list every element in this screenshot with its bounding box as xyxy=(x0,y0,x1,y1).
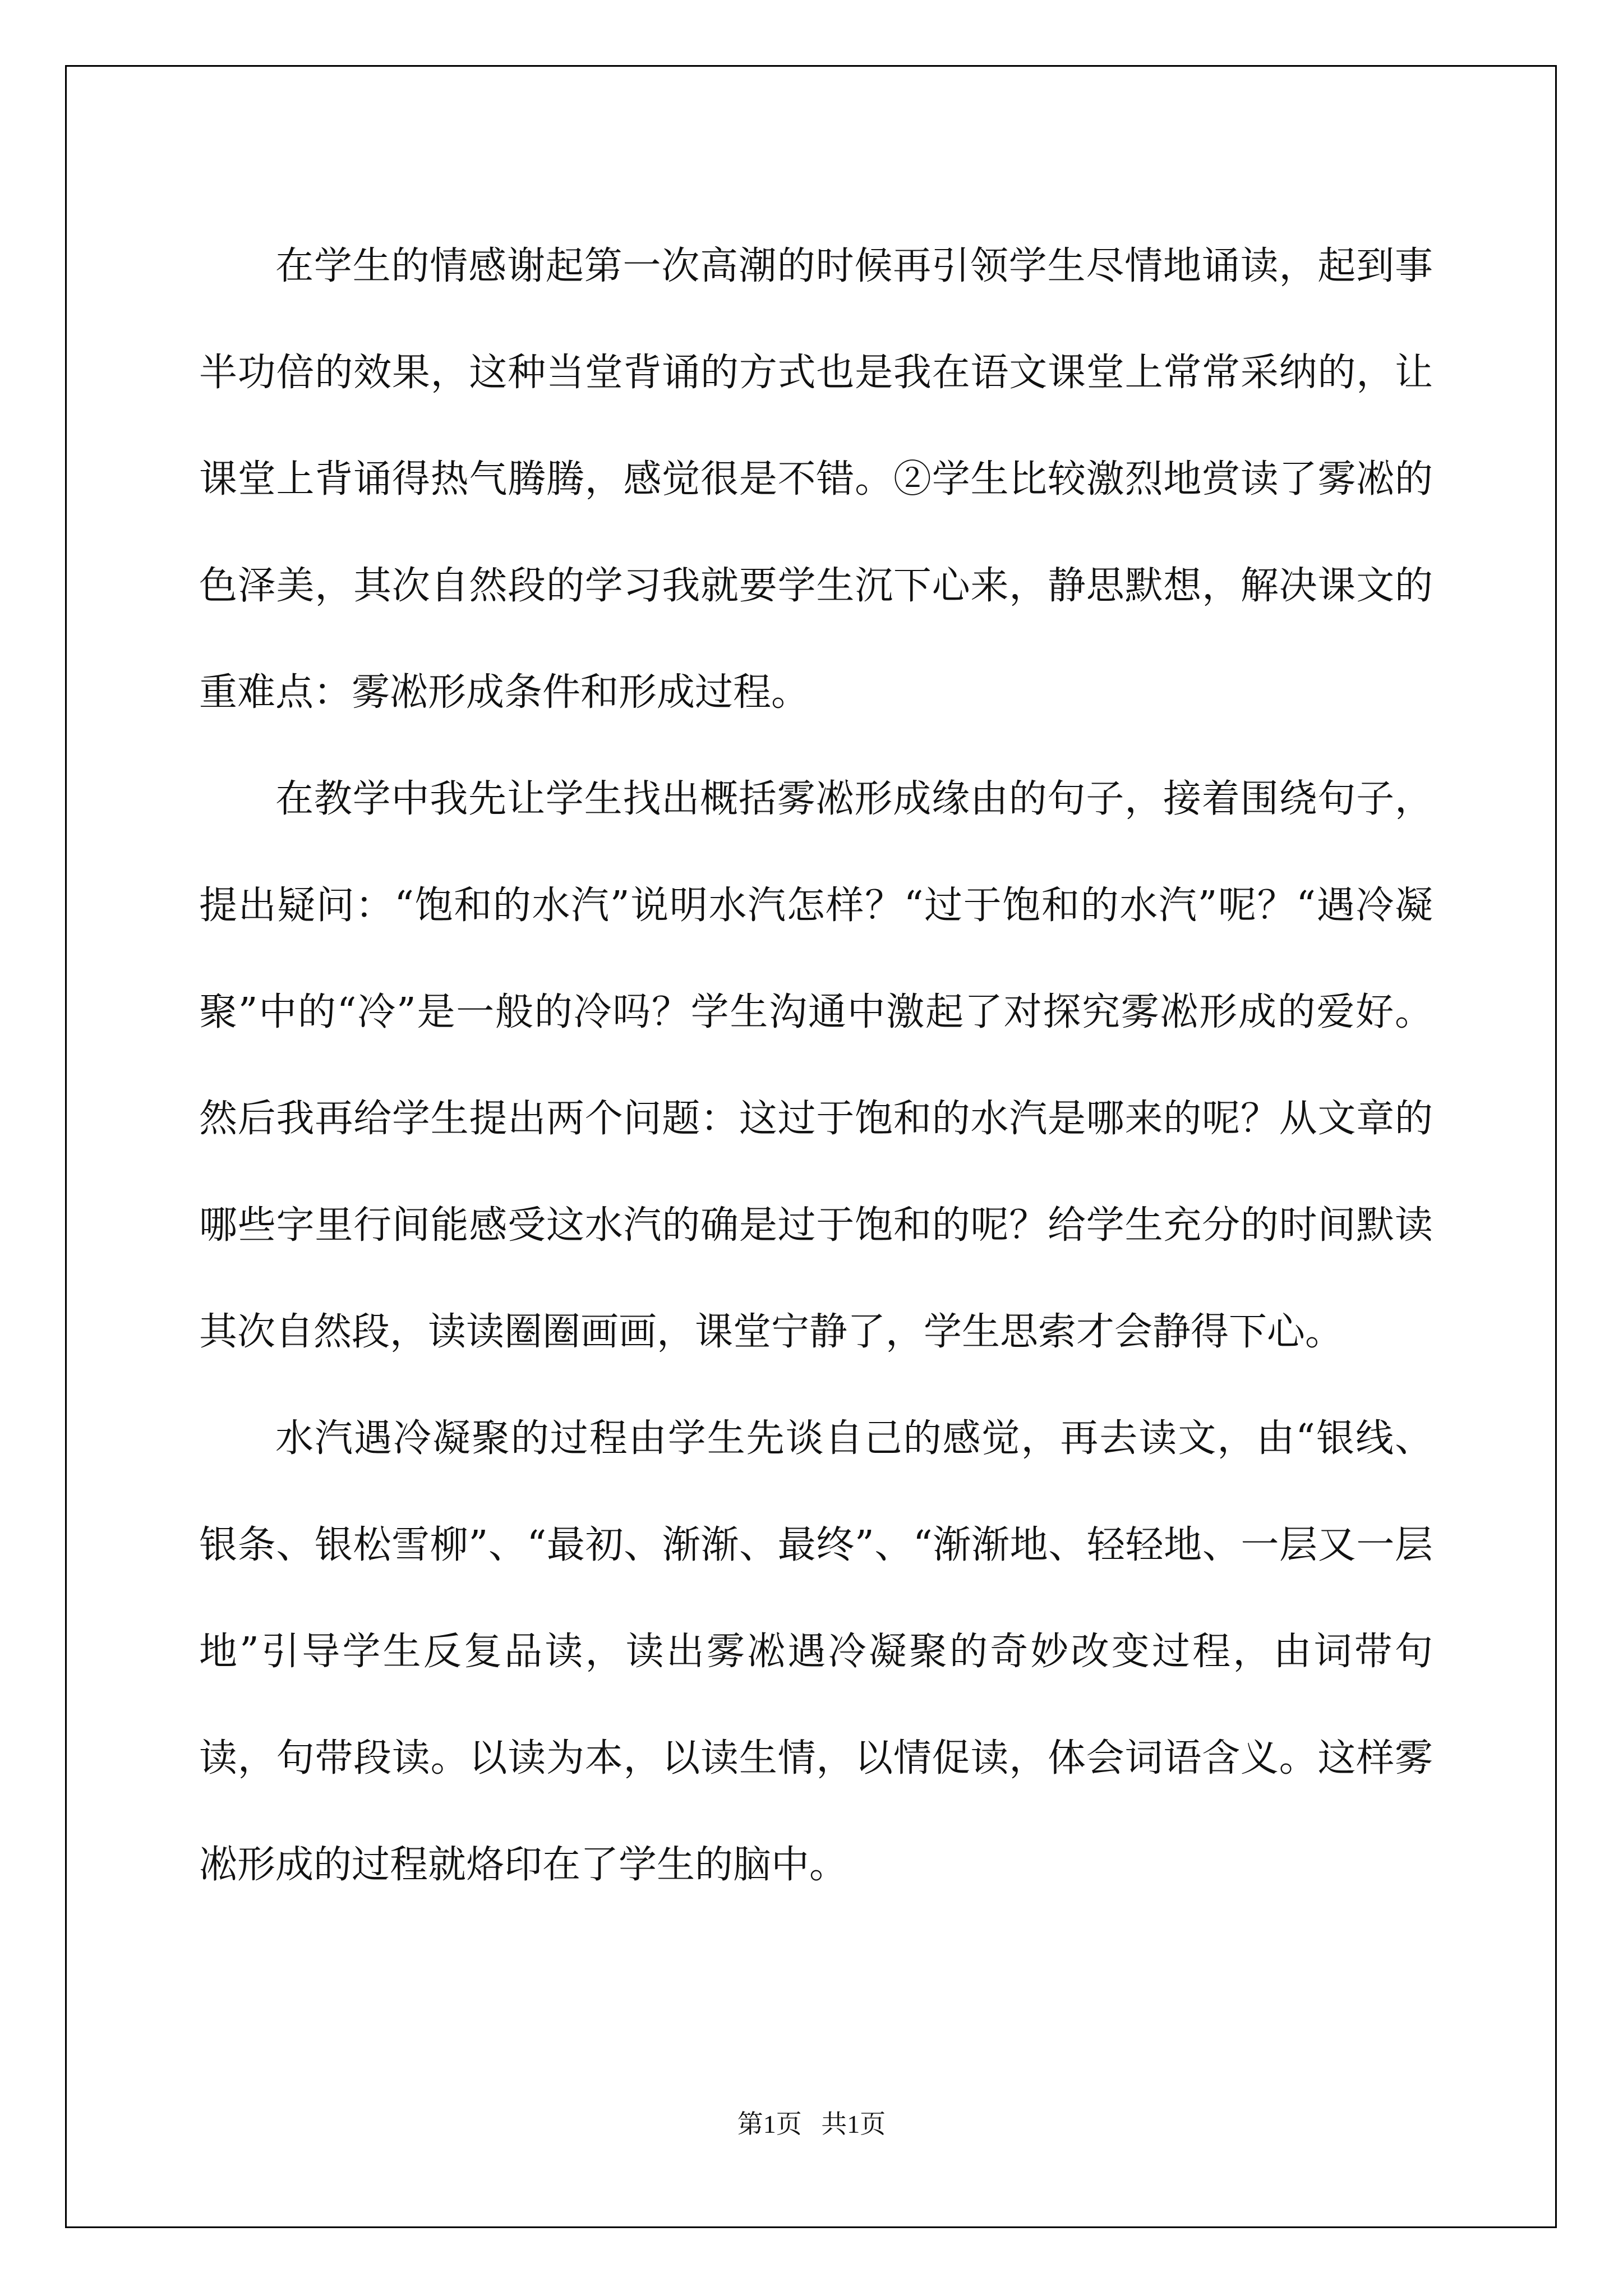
paragraph-3: 水汽遇冷凝聚的过程由学生先谈自己的感觉，再去读文，由“银线、银条、银松雪柳”、“最初、渐渐、最终”、“渐渐地、轻轻地、一层又一层地”引导学生反复品读，读出雾凇遇冷凝聚的奇妙改变过程，由词带句读，句带段读。以读为本，以读生情，以情促读，体会词语含义。这样雾凇形成的过程就烙印在了学生的脑中。 xyxy=(199,1416,1433,1887)
paragraph-2: 在教学中我先让学生找出概括雾凇形成缘由的句子，接着围绕句子，提出疑问：“饱和的水汽”说明水汽怎样？“过于饱和的水汽”呢？“遇冷凝聚”中的“冷”是一般的冷吗？学生沟通中激起了对探究雾凇形成的爱好。然后我再给学生提出两个问题：这过于饱和的水汽是哪来的呢？从文章的哪些字里行间能感受这水汽的确是过于饱和的呢？给学生充分的时间默读其次自然段，读读圈圈画画，课堂宁静了，学生思索才会静得下心。 xyxy=(199,777,1433,1354)
document-body xyxy=(199,213,1433,1918)
page-footer xyxy=(0,2104,1623,2141)
page-current: 第1页 xyxy=(737,2110,802,2138)
page-total: 共1页 xyxy=(821,2110,886,2138)
paragraph-1: 在学生的情感谢起第一次高潮的时候再引领学生尽情地诵读，起到事半功倍的效果，这种当堂背诵的方式也是我在语文课堂上常常采纳的，让课堂上背诵得热气腾腾，感觉很是不错。②学生比较激烈地赏读了雾凇的色泽美，其次自然段的学习我就要学生沉下心来，静思默想，解决课文的重难点：雾凇形成条件和形成过程。 xyxy=(199,244,1433,715)
